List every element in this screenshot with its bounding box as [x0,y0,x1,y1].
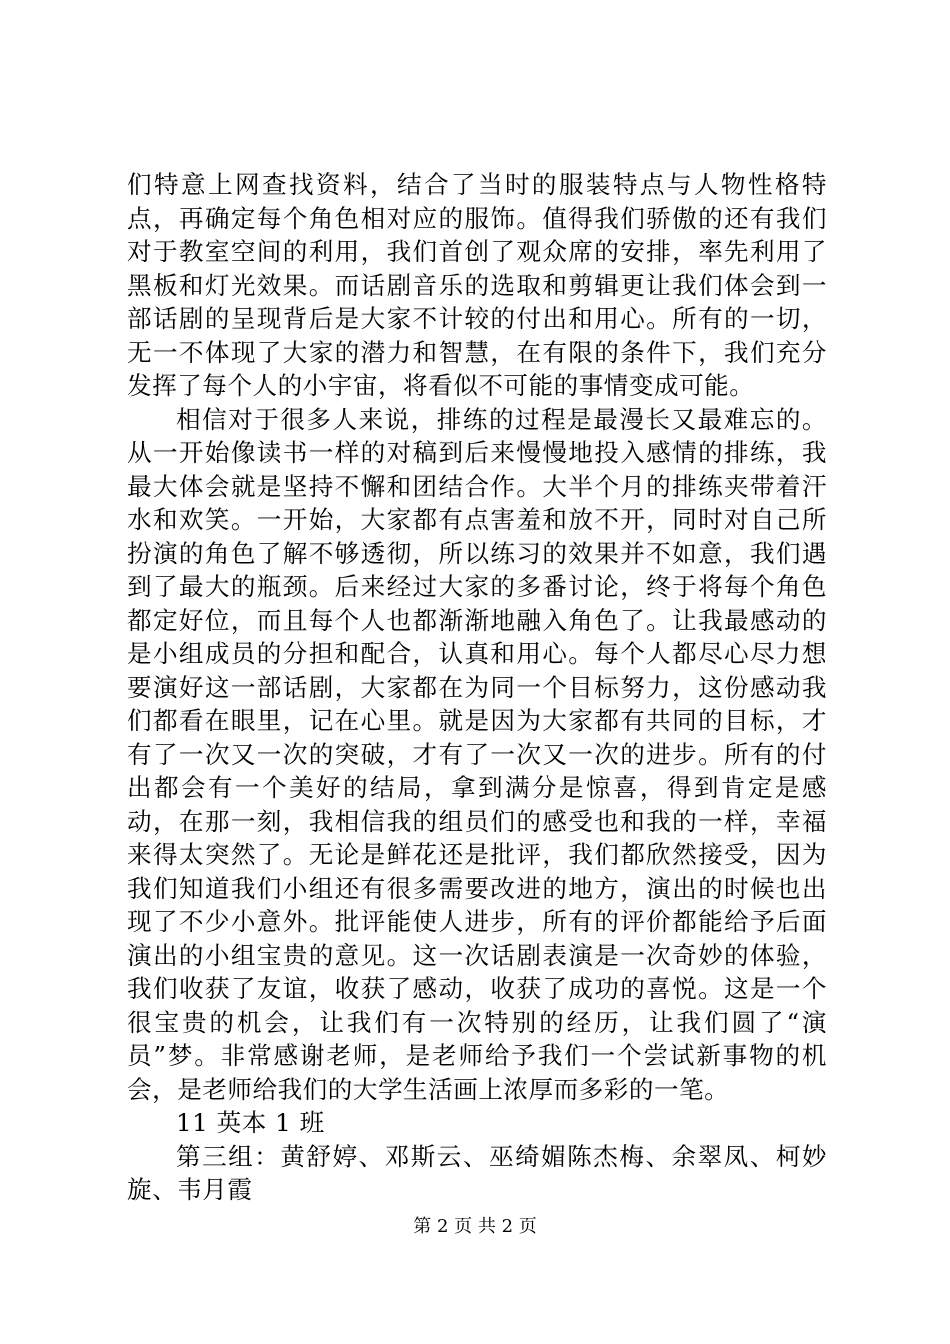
paragraph-costume-and-stage: 们特意上网查找资料，结合了当时的服装特点与人物性格特点，再确定每个角色相对应的服饰。值得我们骄傲的还有我们对于教室空间的利用，我们首创了观众席的安排，率先利用了黑板和灯光效果。而话剧音乐的选取和剪辑更让我们体会到一部话剧的呈现背后是大家不计较的付出和用心。所有的一切，无一不体现了大家的潜力和智慧，在有限的条件下，我们充分发挥了每个人的小宇宙，将看似不可能的事情变成可能。 [127,170,827,400]
page-footer: 第 2 页 共 2 页 [413,1216,537,1237]
document-body [127,168,827,1207]
paragraph-rehearsal-reflection: 相信对于很多人来说，排练的过程是最漫长又最难忘的。从一开始像读书一样的对稿到后来慢慢地投入感情的排练，我最大体会就是坚持不懈和团结合作。大半个月的排练夹带着汗水和欢笑。一开始，大家都有点害羞和放不开，同时对自己所扮演的角色了解不够透彻，所以练习的效果并不如意，我们遇到了最大的瓶颈。后来经过大家的多番讨论，终于将每个角色都定好位，而且每个人也都渐渐地融入角色了。让我最感动的是小组成员的分担和配合，认真和用心。每个人都尽心尽力想要演好这一部话剧，大家都在为同一个目标努力，这份感动我们都看在眼里，记在心里。就是因为大家都有共同的目标，才有了一次又一次的突破，才有了一次又一次的进步。所有的付出都会有一个美好的结局，拿到满分是惊喜，得到肯定是感动，在那一刻，我相信我的组员们的感受也和我的一样，幸福来得太突然了。无论是鲜花还是批评，我们都欣然接受，因为我们知道我们小组还有很多需要改进的地方，演出的时候也出现了不少小意外。批评能使人进步，所有的评价都能给予后面演出的小组宝贵的意见。这一次话剧表演是一次奇妙的体验，我们收获了友谊，收获了感动，收获了成功的喜悦。这是一个很宝贵的机会，让我们有一次特别的经历，让我们圆了“演员”梦。非常感谢老师，是老师给予我们一个尝试新事物的机会，是老师给我们的大学生活画上浓厚而多彩的一笔。 [127,404,827,1104]
group-members: 第三组：黄舒婷、邓斯云、巫绮媚陈杰梅、余翠凤、柯妙旋、韦月霞 [127,1141,827,1204]
class-name: 11 英本 1 班 [176,1108,325,1137]
